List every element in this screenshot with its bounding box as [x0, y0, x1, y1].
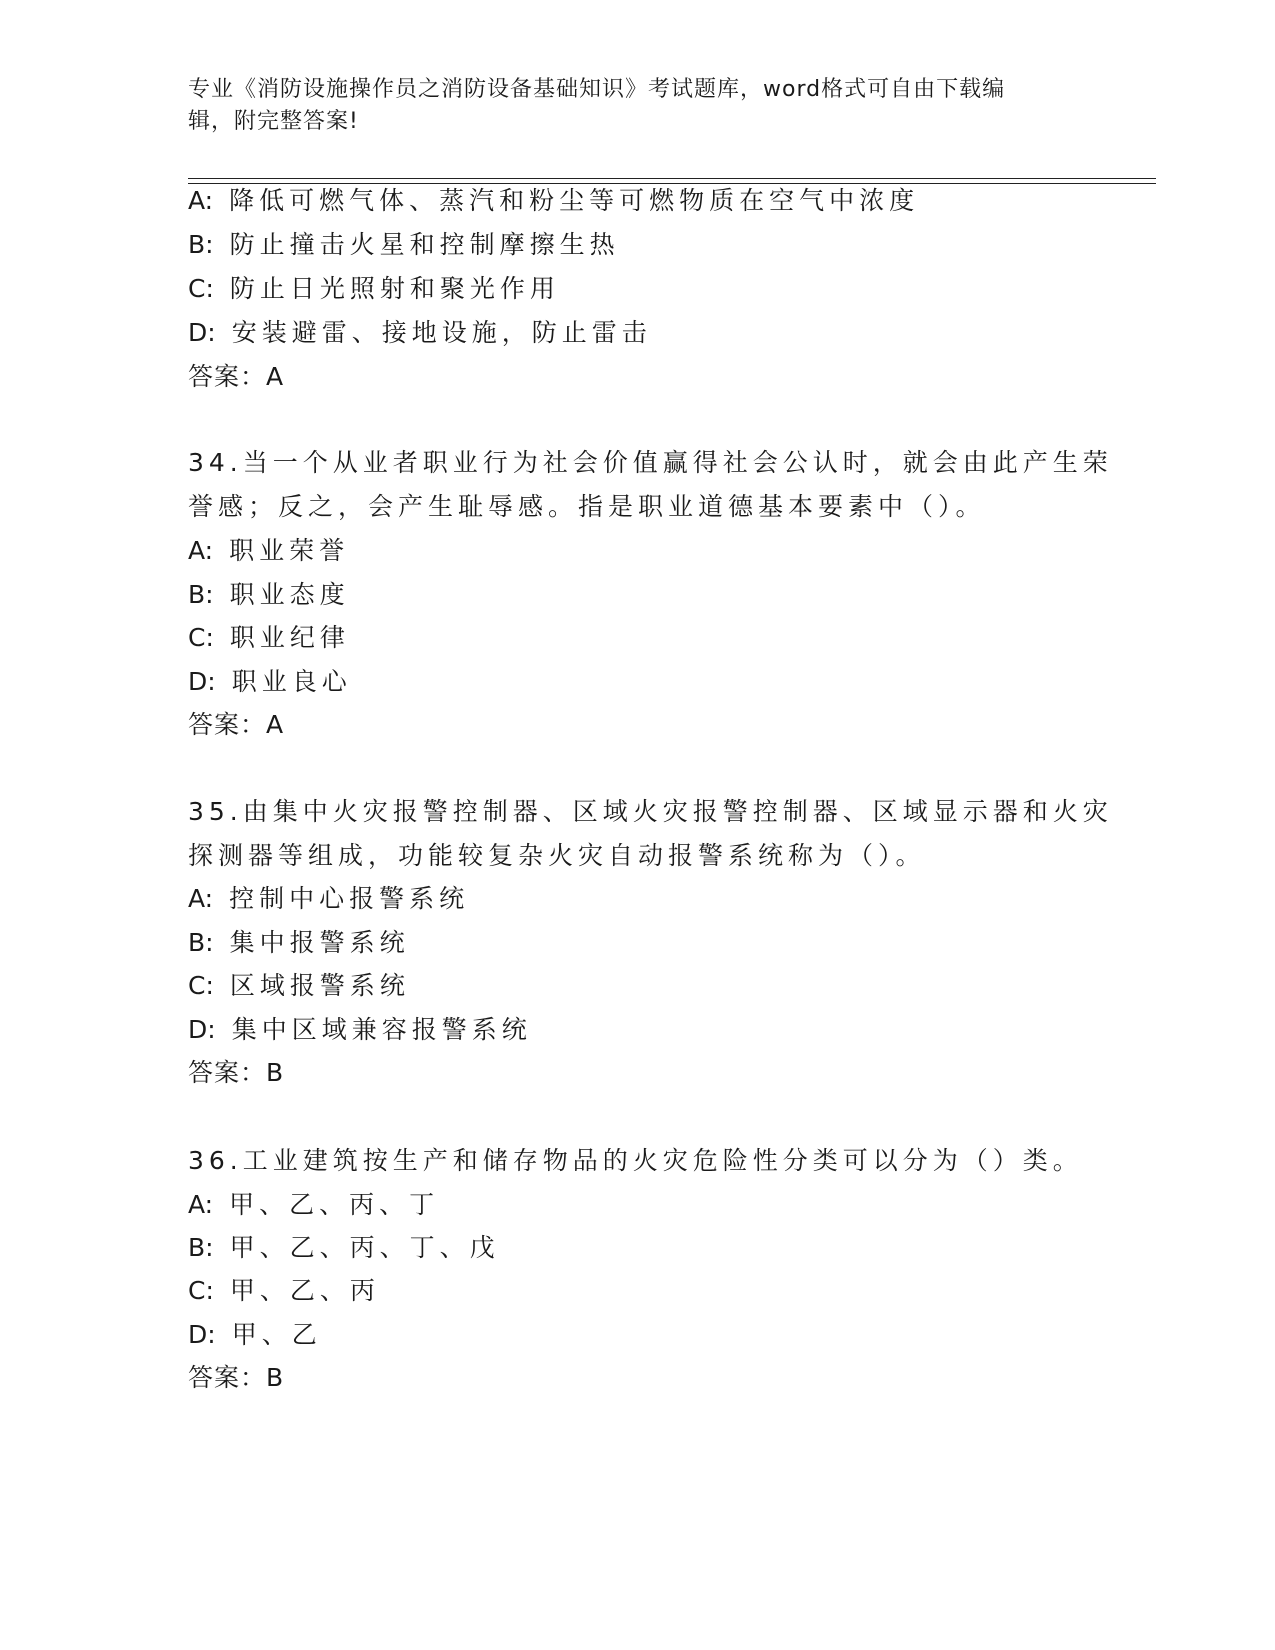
q34-answer: 答案：A [188, 710, 285, 739]
q35-answer: 答案：B [188, 1058, 285, 1087]
q34-option-c: C: 职业纪律 [188, 623, 350, 652]
q35-question-line-2: 探测器等组成，功能较复杂火灾自动报警系统称为（）。 [188, 841, 926, 870]
q34-question-line-2: 誉感；反之，会产生耻辱感。指是职业道德基本要素中（）。 [188, 492, 986, 521]
header-divider-top [188, 178, 1156, 179]
q33-option-b: B: 防止撞击火星和控制摩擦生热 [188, 230, 620, 259]
q36-answer: 答案：B [188, 1363, 285, 1392]
q33-option-c: C: 防止日光照射和聚光作用 [188, 274, 560, 303]
q33-answer: 答案：A [188, 362, 285, 391]
q36-option-a: A: 甲、乙、丙、丁 [188, 1190, 440, 1219]
q34-option-d: D: 职业良心 [188, 667, 352, 696]
q36-option-d: D: 甲、乙 [188, 1320, 322, 1349]
q35-option-c: C: 区域报警系统 [188, 971, 410, 1000]
q34-option-b: B: 职业态度 [188, 580, 350, 609]
header-line-2: 辑，附完整答案! [188, 109, 359, 134]
q35-question-line-1: 35.由集中火灾报警控制器、区域火灾报警控制器、区域显示器和火灾 [188, 797, 1113, 826]
q33-option-d: D: 安装避雷、接地设施，防止雷击 [188, 318, 652, 347]
q33-option-a: A: 降低可燃气体、蒸汽和粉尘等可燃物质在空气中浓度 [188, 186, 920, 215]
document-header [188, 74, 1088, 138]
q35-option-b: B: 集中报警系统 [188, 928, 410, 957]
q36-option-b: B: 甲、乙、丙、丁、戊 [188, 1233, 500, 1262]
header-line-1: 专业《消防设施操作员之消防设备基础知识》考试题库，word格式可自由下载编 [188, 77, 1006, 102]
q35-option-a: A: 控制中心报警系统 [188, 884, 470, 913]
q35-option-d: D: 集中区域兼容报警系统 [188, 1015, 532, 1044]
q36-option-c: C: 甲、乙、丙 [188, 1276, 380, 1305]
q34-option-a: A: 职业荣誉 [188, 536, 350, 565]
q36-question-line-1: 36.工业建筑按生产和储存物品的火灾危险性分类可以分为（）类。 [188, 1146, 1083, 1175]
q34-question-line-1: 34.当一个从业者职业行为社会价值赢得社会公认时，就会由此产生荣 [188, 448, 1113, 477]
